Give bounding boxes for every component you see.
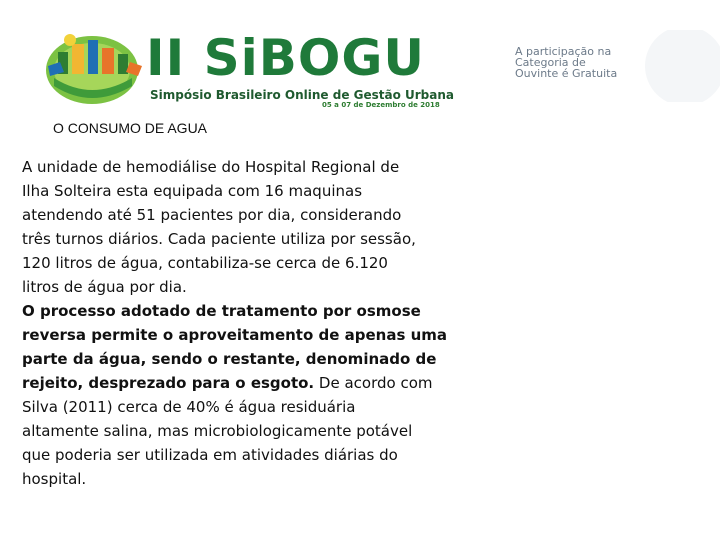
body-paragraph	[22, 155, 452, 491]
body-line: parte da água, sendo o restante, denominado de	[22, 350, 437, 368]
body-line: rejeito, desprezado para o esgoto. De acordo com	[22, 374, 433, 392]
body-line: reversa permite o aproveitamento de apenas uma	[22, 326, 448, 344]
badge-line: Ouvinte é Gratuita	[515, 67, 618, 80]
body-line: atendendo até 51 pacientes por dia, considerando	[22, 206, 402, 224]
logo-title-prefix: II	[146, 29, 204, 87]
section-heading: O CONSUMO DE AGUA	[53, 120, 208, 136]
body-line: Silva (2011) cerca de 40% é água residuária	[22, 398, 356, 416]
event-logo-title	[146, 29, 426, 87]
body-line: três turnos diários. Cada paciente utiliza por sessão,	[22, 230, 416, 248]
badge-line: Categoria de	[515, 56, 586, 69]
free-participation-badge	[505, 30, 720, 102]
body-line: O processo adotado de tratamento por osmose	[22, 302, 421, 320]
event-subtitle: Simpósio Brasileiro Online de Gestão Urbana	[150, 88, 455, 102]
city-globe-icon	[40, 22, 150, 110]
body-line: litros de água por dia.	[22, 278, 187, 296]
body-line: 120 litros de água, contabiliza-se cerca de 6.120	[22, 254, 388, 272]
event-banner	[40, 22, 480, 110]
body-line: hospital.	[22, 470, 87, 488]
badge-text	[515, 46, 617, 79]
body-line: que poderia ser utilizada em atividades diárias do	[22, 446, 398, 464]
badge-line: A participação na	[515, 45, 612, 58]
body-line: Ilha Solteira esta equipada com 16 maquinas	[22, 182, 363, 200]
body-line: altamente salina, mas microbiologicamente potável	[22, 422, 413, 440]
event-date: 05 a 07 de Dezembro de 2018	[322, 101, 440, 109]
body-line: A unidade de hemodiálise do Hospital Regional de	[22, 158, 400, 176]
logo-title-main: SiBOGU	[203, 29, 426, 87]
